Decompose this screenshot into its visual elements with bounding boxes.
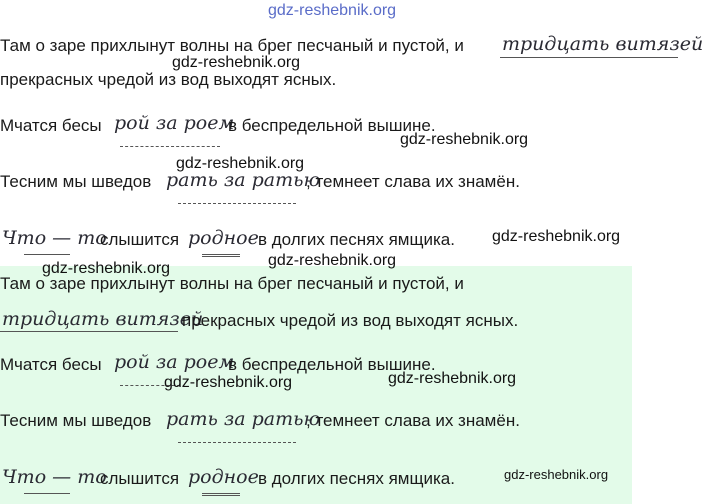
watermark: gdz-reshebnik.org xyxy=(172,54,301,71)
watermark: gdz-reshebnik.org xyxy=(176,155,305,172)
b2-sentence4-handwritten-2: родное xyxy=(188,466,259,488)
b1-subject-underline xyxy=(500,57,678,58)
b2-sentence4-handwritten-1: Что — то xyxy=(2,466,107,488)
b1-adverbial-underline-2 xyxy=(178,203,296,204)
b1-sentence3-handwritten: рать за ратью xyxy=(166,169,321,191)
b1-sentence1-part1: Там о заре прихлынут волны на брег песчаный и пустой, и xyxy=(0,36,464,55)
b2-sentence1-part1: Там о заре прихлынут волны на брег песчаный и пустой, и xyxy=(0,274,464,293)
b2-sentence1-handwritten: тридцать витязей xyxy=(2,308,204,330)
watermark: gdz-reshebnik.org xyxy=(492,228,621,245)
b1-sentence3-part2: , темнеет слава их знамён. xyxy=(306,172,520,191)
b2-predicate-underline xyxy=(202,493,240,496)
b1-subject-underline-2 xyxy=(24,254,70,255)
b1-predicate-underline xyxy=(202,254,240,257)
b1-sentence4-part1: слышится xyxy=(100,230,180,249)
watermark: gdz-reshebnik.org xyxy=(268,252,397,269)
watermark: gdz-reshebnik.org xyxy=(400,131,529,148)
b1-sentence3-part1: Тесним мы шведов xyxy=(0,172,152,191)
b2-sentence3-part2: , темнеет слава их знамён. xyxy=(306,411,520,430)
b2-sentence3-handwritten: рать за ратью xyxy=(166,408,321,430)
b1-sentence4-handwritten-1: Что — то xyxy=(2,227,107,249)
b1-sentence2-part1: Мчатся бесы xyxy=(0,116,102,135)
b2-adverbial-underline-2 xyxy=(178,442,296,443)
b2-sentence2-part2: в беспредельной вышине. xyxy=(228,355,436,374)
watermark-top: gdz-reshebnik.org xyxy=(268,2,397,19)
watermark-small: gdz-reshebnik.org xyxy=(504,467,609,482)
b2-sentence4-part1: слышится xyxy=(100,469,180,488)
b2-sentence2-handwritten: рой за роем xyxy=(114,351,235,373)
watermark: gdz-reshebnik.org xyxy=(388,370,517,387)
b1-sentence1-handwritten: тридцать витязей xyxy=(502,33,703,55)
watermark: gdz-reshebnik.org xyxy=(42,260,171,277)
b2-sentence2-part1: Мчатся бесы xyxy=(0,355,102,374)
b2-subject-underline-2 xyxy=(24,493,70,494)
watermark: gdz-reshebnik.org xyxy=(164,374,293,391)
b1-adverbial-underline xyxy=(120,146,220,147)
b1-sentence2-handwritten: рой за роем xyxy=(114,112,235,134)
b2-sentence3-part1: Тесним мы шведов xyxy=(0,411,152,430)
b1-sentence4-handwritten-2: родное xyxy=(188,227,259,249)
b2-sentence1-part2: прекрасных чредой из вод выходят ясных. xyxy=(182,311,519,330)
b2-sentence4-part2: в долгих песнях ямщика. xyxy=(258,469,455,488)
b1-sentence1-part2: прекрасных чредой из вод выходят ясных. xyxy=(0,70,337,89)
b2-subject-underline xyxy=(0,331,178,332)
b1-sentence4-part2: в долгих песнях ямщика. xyxy=(258,230,455,249)
b1-sentence2-part2: в беспредельной вышине. xyxy=(228,116,436,135)
